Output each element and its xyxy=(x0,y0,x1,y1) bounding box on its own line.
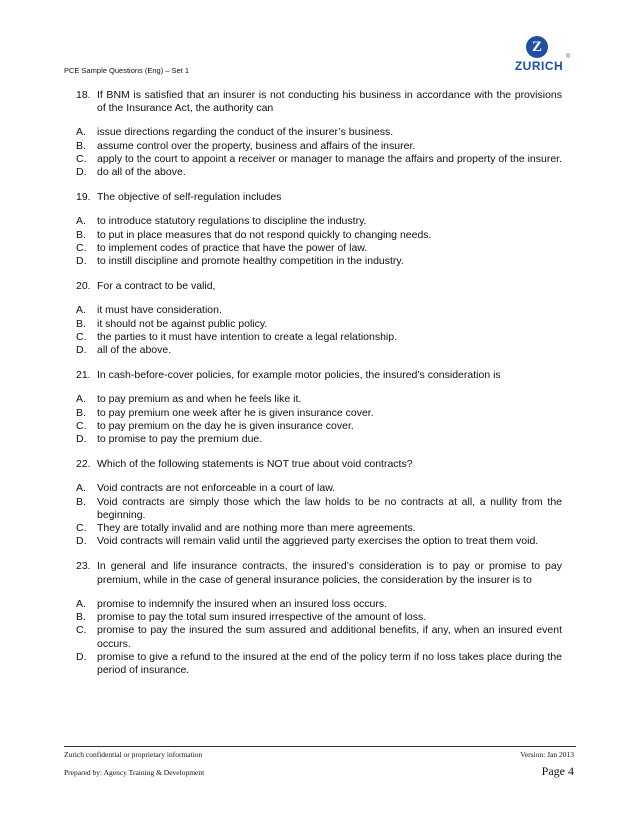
answer-option xyxy=(76,229,562,242)
option-letter: C. xyxy=(76,624,87,637)
answer-option xyxy=(76,393,562,406)
option-letter: D. xyxy=(76,433,87,446)
question-text: For a contract to be valid, xyxy=(97,280,216,293)
question-block xyxy=(76,458,562,548)
answer-option xyxy=(76,407,562,420)
option-text: to implement codes of practice that have the power of law. xyxy=(97,241,368,254)
option-text: all of the above. xyxy=(97,344,172,357)
answer-option xyxy=(76,522,562,535)
answer-option xyxy=(76,535,562,548)
question-stem xyxy=(76,89,562,115)
question-text: In general and life insurance contracts, the insured’s consideration is to pay or promise to pay premium, while in the case of general insurance policies, the consideration by the insurer is to xyxy=(97,560,562,586)
option-text: promise to pay the total sum insured irrespective of the amount of loss. xyxy=(97,611,427,624)
footer-confidential: Zurich confidential or proprietary information xyxy=(64,750,203,759)
option-text: to introduce statutory regulations to discipline the industry. xyxy=(97,215,367,228)
option-letter: D. xyxy=(76,255,87,268)
option-text: the parties to it must have intention to create a legal relationship. xyxy=(97,330,398,343)
option-text: assume control over the property, business and affairs of the insurer. xyxy=(97,139,416,152)
options-list xyxy=(76,393,562,446)
option-text: to pay premium as and when he feels like it. xyxy=(97,393,302,406)
option-letter: C. xyxy=(76,152,87,165)
footer-version: Version: Jan 2013 xyxy=(520,750,574,759)
option-letter: B. xyxy=(76,495,86,508)
answer-option xyxy=(76,166,562,179)
option-letter: D. xyxy=(76,344,87,357)
option-letter: A. xyxy=(76,597,86,610)
option-text: They are totally invalid and are nothing more than mere agreements. xyxy=(97,522,416,535)
answer-option xyxy=(76,651,562,677)
question-stem xyxy=(76,458,562,471)
question-stem xyxy=(76,560,562,586)
question-text: The objective of self-regulation includes xyxy=(97,191,282,204)
questions-list xyxy=(76,89,562,689)
footer-page-number: Page 4 xyxy=(541,764,574,778)
question-block xyxy=(76,369,562,446)
options-list xyxy=(76,598,562,677)
option-text: Void contracts are simply those which the law holds to be no contracts at all, a nullity from the beginning. xyxy=(97,495,562,521)
zurich-logo-icon: Z xyxy=(526,36,548,58)
option-letter: B. xyxy=(76,317,86,330)
answer-option xyxy=(76,318,562,331)
option-text: to pay premium on the day he is given insurance cover. xyxy=(97,419,354,432)
option-letter: A. xyxy=(76,482,86,495)
option-letter: C. xyxy=(76,241,87,254)
option-letter: B. xyxy=(76,228,86,241)
footer-prepared-by: Prepared by: Agency Training & Development xyxy=(64,768,205,777)
option-letter: D. xyxy=(76,650,87,663)
options-list xyxy=(76,126,562,179)
question-block xyxy=(76,89,562,179)
answer-option xyxy=(76,126,562,139)
answer-option xyxy=(76,611,562,624)
question-number: 19. xyxy=(76,191,91,204)
options-list xyxy=(76,482,562,548)
option-letter: C. xyxy=(76,419,87,432)
option-letter: C. xyxy=(76,330,87,343)
question-number: 23. xyxy=(76,560,91,573)
zurich-logo xyxy=(508,36,574,78)
answer-option xyxy=(76,624,562,650)
option-letter: D. xyxy=(76,166,87,179)
option-text: promise to pay the insured the sum assured and additional benefits, if any, when an insured event occurs. xyxy=(97,624,562,650)
answer-option xyxy=(76,598,562,611)
answer-option xyxy=(76,242,562,255)
option-letter: B. xyxy=(76,611,86,624)
option-letter: D. xyxy=(76,535,87,548)
option-text: Void contracts are not enforceable in a court of law. xyxy=(97,482,336,495)
option-text: it must have consideration. xyxy=(97,304,222,317)
answer-option xyxy=(76,496,562,522)
question-text: If BNM is satisfied that an insurer is not conducting his business in accordance with the provisions of the Insurance Act, the authority can xyxy=(97,89,562,115)
options-list xyxy=(76,215,562,268)
question-stem xyxy=(76,280,562,293)
question-block xyxy=(76,191,562,268)
option-text: apply to the court to appoint a receiver or manager to manage the affairs and property of the insurer. xyxy=(97,152,562,165)
option-text: to pay premium one week after he is given insurance cover. xyxy=(97,406,374,419)
question-stem xyxy=(76,369,562,382)
answer-option xyxy=(76,331,562,344)
option-text: to promise to pay the premium due. xyxy=(97,433,263,446)
options-list xyxy=(76,304,562,357)
answer-option xyxy=(76,255,562,268)
option-text: issue directions regarding the conduct of the insurer’s business. xyxy=(97,126,394,139)
footer-divider xyxy=(64,746,576,747)
answer-option xyxy=(76,140,562,153)
option-text: do all of the above. xyxy=(97,166,186,179)
answer-option xyxy=(76,482,562,495)
option-letter: A. xyxy=(76,126,86,139)
option-text: promise to give a refund to the insured at the end of the policy term if no loss takes place during the period of insurance. xyxy=(97,650,562,676)
header-title: PCE Sample Questions (Eng) – Set 1 xyxy=(64,66,190,75)
answer-option xyxy=(76,420,562,433)
registered-mark: ® xyxy=(566,54,571,60)
option-letter: B. xyxy=(76,139,86,152)
option-text: it should not be against public policy. xyxy=(97,317,268,330)
question-number: 21. xyxy=(76,369,91,382)
question-block xyxy=(76,560,562,677)
option-text: promise to indemnify the insured when an insured loss occurs. xyxy=(97,597,388,610)
option-text: to put in place measures that do not respond quickly to changing needs. xyxy=(97,228,432,241)
question-block xyxy=(76,280,562,357)
answer-option xyxy=(76,304,562,317)
question-number: 18. xyxy=(76,89,91,101)
answer-option xyxy=(76,433,562,446)
question-number: 22. xyxy=(76,458,91,471)
question-stem xyxy=(76,191,562,204)
question-text: Which of the following statements is NOT true about void contracts? xyxy=(97,458,413,471)
zurich-logo-wordmark: ZURICH xyxy=(514,59,564,73)
answer-option xyxy=(76,215,562,228)
option-letter: C. xyxy=(76,522,87,535)
option-letter: A. xyxy=(76,393,86,406)
question-number: 20. xyxy=(76,280,91,293)
answer-option xyxy=(76,344,562,357)
option-text: to instill discipline and promote healthy competition in the industry. xyxy=(97,255,404,268)
answer-option xyxy=(76,153,562,166)
option-text: Void contracts will remain valid until the aggrieved party exercises the option to treat them void. xyxy=(97,535,539,548)
option-letter: A. xyxy=(76,215,86,228)
option-letter: B. xyxy=(76,406,86,419)
question-text: In cash-before-cover policies, for example motor policies, the insured’s consideration is xyxy=(97,369,501,382)
option-letter: A. xyxy=(76,304,86,317)
